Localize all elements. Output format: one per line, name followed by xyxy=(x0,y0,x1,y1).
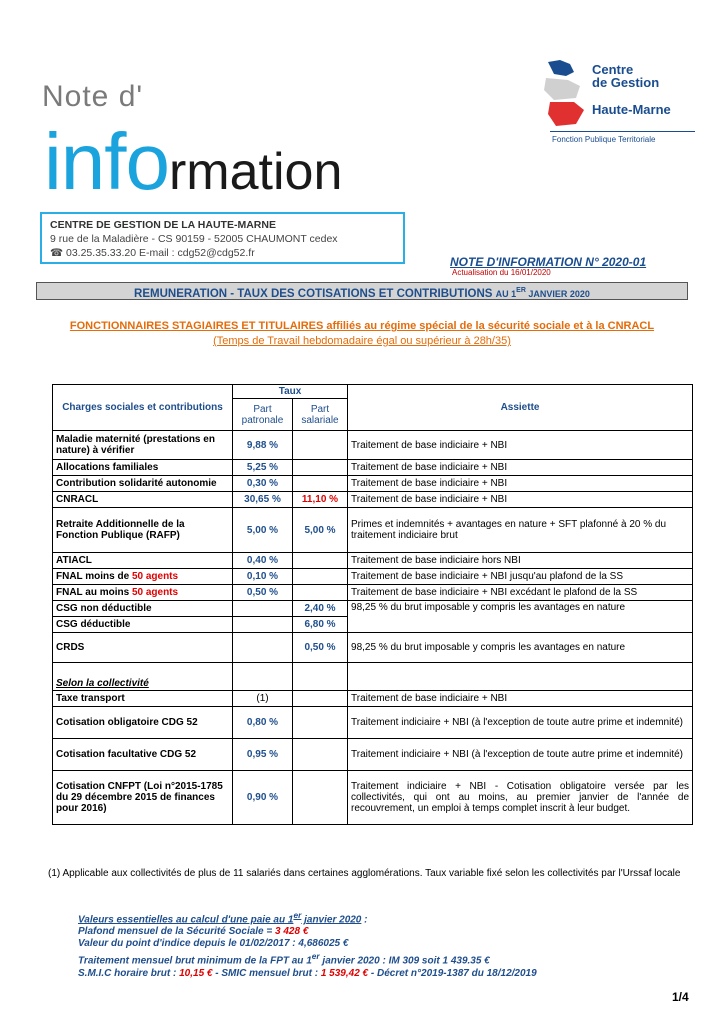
plafond-label: Plafond mensuel de la Sécurité Sociale = xyxy=(78,926,276,938)
row-patronale xyxy=(233,601,293,617)
row-salariale xyxy=(293,460,348,476)
row-label: CSG déductible xyxy=(53,617,233,633)
note-number: NOTE D'INFORMATION N° 2020-01 xyxy=(450,255,647,269)
table-row xyxy=(53,601,693,617)
table-row xyxy=(53,633,693,663)
address-box xyxy=(40,212,405,264)
traitement-sup: er xyxy=(311,951,320,962)
address-street: 9 rue de la Maladière - CS 90159 - 52005 CHAUMONT cedex xyxy=(50,233,338,245)
row-label: Cotisation CNFPT (Loi n°2015-1785 du 29 décembre 2015 de finances pour 2016) xyxy=(53,771,233,825)
row-label-text: FNAL moins de xyxy=(56,571,132,582)
smic-a: S.M.I.C horaire brut : xyxy=(78,967,180,979)
point-indice: Valeur du point d'indice depuis le 01/02/2017 : 4,686025 € xyxy=(78,938,349,950)
row-label: Selon la collectivité xyxy=(53,663,233,691)
traitement-line xyxy=(78,950,537,967)
table-header-row xyxy=(53,385,693,399)
row-label: Taxe transport xyxy=(53,691,233,707)
row-patronale: 5,00 % xyxy=(233,508,293,553)
row-label: Maladie maternité (prestations en nature) à vérifier xyxy=(53,431,233,460)
essentials-title xyxy=(78,909,537,926)
row-label: Allocations familiales xyxy=(53,460,233,476)
row-assiette xyxy=(348,663,693,691)
table-row xyxy=(53,460,693,476)
row-assiette: Traitement de base indiciaire + NBI xyxy=(348,431,693,460)
traitement-a: Traitement mensuel brut minimum de la FPT au 1 xyxy=(78,955,312,967)
row-label: Retraite Additionnelle de la Fonction Publique (RAFP) xyxy=(53,508,233,553)
table-row xyxy=(53,707,693,739)
row-assiette: Traitement de base indiciaire + NBI jusqu'au plafond de la SS xyxy=(348,569,693,585)
cdg52-logo xyxy=(540,58,700,148)
smic-mensuel: 1 539,42 € xyxy=(320,967,369,979)
banner-small: AU 1 xyxy=(495,288,517,299)
address-contact-line xyxy=(50,246,395,260)
table-row xyxy=(53,553,693,569)
row-patronale xyxy=(233,633,293,663)
row-label-red: 50 agents xyxy=(131,587,179,598)
row-patronale xyxy=(233,663,293,691)
row-salariale xyxy=(293,707,348,739)
note-d-heading: Note d' xyxy=(42,80,144,113)
table-row xyxy=(53,585,693,601)
logo-tagline: Fonction Publique Territoriale xyxy=(552,135,656,144)
row-label xyxy=(53,569,233,585)
row-patronale: 0,80 % xyxy=(233,707,293,739)
row-salariale xyxy=(293,569,348,585)
row-patronale: 30,65 % xyxy=(233,492,293,508)
row-patronale: 0,95 % xyxy=(233,739,293,771)
smic-horaire: 10,15 € xyxy=(179,967,213,979)
essentials-title-b: janvier 2020 xyxy=(301,914,362,926)
row-assiette: 98,25 % du brut imposable y compris les avantages en nature xyxy=(348,633,693,663)
essential-values xyxy=(78,909,537,980)
table-row xyxy=(53,492,693,508)
row-label-text: FNAL au moins xyxy=(56,587,132,598)
row-salariale xyxy=(293,476,348,492)
subtitle-population: FONCTIONNAIRES STAGIAIRES ET TITULAIRES affiliés au régime spécial de la sécurité sociale et à la CNRACL xyxy=(69,320,655,332)
row-assiette: Traitement de base indiciaire + NBI xyxy=(348,691,693,707)
row-assiette: Traitement de base indiciaire hors NBI xyxy=(348,553,693,569)
row-patronale: 0,90 % xyxy=(233,771,293,825)
row-label: ATIACL xyxy=(53,553,233,569)
essentials-title-colon: : xyxy=(361,914,368,926)
logo-divider xyxy=(550,131,695,132)
row-assiette: Traitement de base indiciaire + NBI xyxy=(348,460,693,476)
table-row xyxy=(53,431,693,460)
row-patronale: 5,25 % xyxy=(233,460,293,476)
smic-line xyxy=(78,968,537,980)
traitement-b: janvier 2020 : IM 309 soit 1 439.35 € xyxy=(319,955,490,967)
logo-centre: Centre xyxy=(592,62,634,77)
row-patronale: 0,10 % xyxy=(233,569,293,585)
row-assiette: Traitement indiciaire + NBI (à l'exception de toute autre prime et indemnité) xyxy=(348,707,693,739)
logo-haute-marne: Haute-Marne xyxy=(592,102,671,117)
address-contact: 03.25.35.33.20 E-mail : cdg52@cdg52.fr xyxy=(66,247,255,259)
row-label: Contribution solidarité autonomie xyxy=(53,476,233,492)
row-assiette: 98,25 % du brut imposable y compris les avantages en nature xyxy=(348,601,693,633)
table-row xyxy=(53,569,693,585)
haute-marne-map-icon xyxy=(540,58,600,128)
phone-icon: ☎ xyxy=(50,247,66,259)
subtitle-working-time: (Temps de Travail hebdomadaire égal ou supérieur à 28h/35) xyxy=(213,335,511,347)
information-heading-colored: info xyxy=(44,117,169,206)
essentials-title-sup: er xyxy=(293,910,302,920)
row-assiette: Primes et indemnités + avantages en nature + SFT plafonné à 20 % du traitement indiciaire brut xyxy=(348,508,693,553)
row-label: CRDS xyxy=(53,633,233,663)
row-salariale xyxy=(293,691,348,707)
row-assiette: Traitement de base indiciaire + NBI xyxy=(348,476,693,492)
row-salariale xyxy=(293,553,348,569)
row-label xyxy=(53,585,233,601)
row-salariale: 11,10 % xyxy=(293,492,348,508)
table-row xyxy=(53,476,693,492)
header-part-salariale: Part salariale xyxy=(293,399,348,431)
header-charges: Charges sociales et contributions xyxy=(53,385,233,431)
row-patronale: 0,50 % xyxy=(233,585,293,601)
row-label-red: 50 agents xyxy=(131,571,179,582)
row-salariale: 6,80 % xyxy=(293,617,348,633)
header-taux: Taux xyxy=(233,385,348,399)
row-patronale: 0,40 % xyxy=(233,553,293,569)
row-assiette: Traitement indiciaire + NBI - Cotisation obligatoire versée par les collectivités, qui ont au moins, au premier janvier de l'année de recouvrement, un emploi à temps complet inscrit à leur budget. xyxy=(348,771,693,825)
table-row xyxy=(53,739,693,771)
row-salariale xyxy=(293,739,348,771)
row-patronale: (1) xyxy=(233,691,293,707)
row-label: Cotisation facultative CDG 52 xyxy=(53,739,233,771)
row-assiette: Traitement de base indiciaire + NBI excédant le plafond de la SS xyxy=(348,585,693,601)
row-assiette: Traitement indiciaire + NBI (à l'exception de toute autre prime et indemnité) xyxy=(348,739,693,771)
row-label: Cotisation obligatoire CDG 52 xyxy=(53,707,233,739)
row-patronale xyxy=(233,617,293,633)
plafond-line xyxy=(78,926,537,938)
address-title: CENTRE DE GESTION DE LA HAUTE-MARNE xyxy=(50,219,276,231)
table-row xyxy=(53,508,693,553)
actualisation-date: Actualisation du 16/01/2020 xyxy=(452,268,551,277)
banner-sup: ER xyxy=(516,287,526,294)
row-salariale xyxy=(293,771,348,825)
row-patronale: 9,88 % xyxy=(233,431,293,460)
row-salariale xyxy=(293,585,348,601)
smic-c: - Décret n°2019-1387 du 18/12/2019 xyxy=(368,967,537,979)
row-assiette: Traitement de base indiciaire + NBI xyxy=(348,492,693,508)
table-row-section xyxy=(53,663,693,691)
row-label: CNRACL xyxy=(53,492,233,508)
row-salariale: 0,50 % xyxy=(293,633,348,663)
banner-end: JANVIER 2020 xyxy=(525,288,590,299)
row-salariale xyxy=(293,663,348,691)
table-row xyxy=(53,691,693,707)
title-banner xyxy=(36,282,688,300)
row-salariale: 5,00 % xyxy=(293,508,348,553)
plafond-value: 3 428 € xyxy=(275,926,309,938)
logo-de-gestion: de Gestion xyxy=(592,75,660,90)
information-heading xyxy=(44,117,343,206)
row-salariale xyxy=(293,431,348,460)
row-salariale: 2,40 % xyxy=(293,601,348,617)
row-patronale: 0,30 % xyxy=(233,476,293,492)
contributions-table xyxy=(52,384,693,825)
header-part-patronale: Part patronale xyxy=(233,399,293,431)
page-number: 1/4 xyxy=(672,990,689,1004)
essentials-title-a: Valeurs essentielles au calcul d'une paie au 1 xyxy=(78,914,294,926)
banner-main: REMUNERATION - TAUX DES COTISATIONS ET CONTRIBUTIONS xyxy=(134,287,493,300)
footnote: (1) Applicable aux collectivités de plus de 11 salariés dans certaines agglomérations. Taux variable fixé selon les collectivités par l'Urssaf locale xyxy=(48,868,681,879)
header-assiette: Assiette xyxy=(348,385,693,431)
information-heading-rest: rmation xyxy=(168,143,343,201)
smic-b: - SMIC mensuel brut : xyxy=(212,967,321,979)
row-label: CSG non déductible xyxy=(53,601,233,617)
table-row xyxy=(53,771,693,825)
